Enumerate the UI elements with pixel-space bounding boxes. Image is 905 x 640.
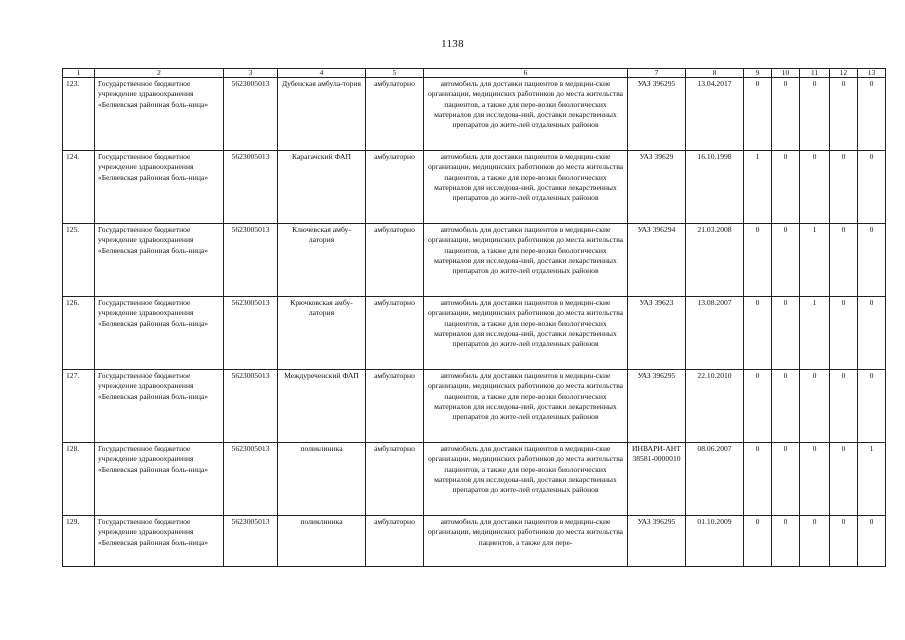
column-header: 2 bbox=[95, 69, 224, 78]
column-header: 4 bbox=[278, 69, 366, 78]
row-number-cell: 123. bbox=[63, 78, 95, 151]
col-12-cell: 0 bbox=[830, 78, 858, 151]
table-row bbox=[63, 78, 886, 151]
column-header: 5 bbox=[366, 69, 424, 78]
vehicle-model-cell: УАЗ 396295 bbox=[628, 516, 686, 567]
vehicle-purpose-cell: автомобиль для доставки пациентов в медицин-ские организации, медицинских работников до места жительства пациентов, а также для пере-возки биологических материалов для исследова-ний, доставки лекарственных препаратов до жите-лей отдаленных районов bbox=[424, 78, 628, 151]
care-type-cell: амбулаторно bbox=[366, 151, 424, 224]
row-number-cell: 125. bbox=[63, 224, 95, 297]
column-header: 12 bbox=[830, 69, 858, 78]
vehicle-purpose-cell: автомобиль для доставки пациентов в медицин-ские организации, медицинских работников до места жительства пациентов, а также для пере-возки биологических материалов для исследова-ний, доставки лекарственных препаратов до жите-лей отдаленных районов bbox=[424, 370, 628, 443]
column-header: 11 bbox=[800, 69, 830, 78]
unit-cell: Карагачский ФАП bbox=[278, 151, 366, 224]
table-row bbox=[63, 443, 886, 516]
organization-cell: Государственное бюджетное учреждение здравоохранения «Беляевская районная боль-ница» bbox=[95, 516, 224, 567]
col-13-cell: 0 bbox=[858, 370, 886, 443]
vehicle-model-cell: УАЗ 396295 bbox=[628, 78, 686, 151]
col-10-cell: 0 bbox=[772, 224, 800, 297]
row-number-cell: 124. bbox=[63, 151, 95, 224]
col-11-cell: 0 bbox=[800, 443, 830, 516]
table-row bbox=[63, 297, 886, 370]
inn-cell: 5623005013 bbox=[224, 443, 278, 516]
inn-cell: 5623005013 bbox=[224, 516, 278, 567]
col-13-cell: 0 bbox=[858, 224, 886, 297]
col-13-cell: 0 bbox=[858, 151, 886, 224]
column-header: 13 bbox=[858, 69, 886, 78]
unit-cell: Ключевская амбу-латория bbox=[278, 224, 366, 297]
inn-cell: 5623005013 bbox=[224, 224, 278, 297]
vehicle-model-cell: ИНВАРИ-АНТ 38581-0000010 bbox=[628, 443, 686, 516]
unit-cell: Дубенская амбула-тория bbox=[278, 78, 366, 151]
col-11-cell: 0 bbox=[800, 78, 830, 151]
col-11-cell: 1 bbox=[800, 297, 830, 370]
col-13-cell: 0 bbox=[858, 516, 886, 567]
col-10-cell: 0 bbox=[772, 78, 800, 151]
col-13-cell: 1 bbox=[858, 443, 886, 516]
vehicle-model-cell: УАЗ 39623 bbox=[628, 297, 686, 370]
col-12-cell: 0 bbox=[830, 297, 858, 370]
registration-date-cell: 16.10.1998 bbox=[686, 151, 744, 224]
organization-cell: Государственное бюджетное учреждение здравоохранения «Беляевская районная боль-ница» bbox=[95, 78, 224, 151]
vehicle-model-cell: УАЗ 39629 bbox=[628, 151, 686, 224]
table-row bbox=[63, 151, 886, 224]
care-type-cell: амбулаторно bbox=[366, 224, 424, 297]
registration-date-cell: 08.06.2007 bbox=[686, 443, 744, 516]
column-header: 6 bbox=[424, 69, 628, 78]
table-row bbox=[63, 516, 886, 567]
col-9-cell: 0 bbox=[744, 297, 772, 370]
organization-cell: Государственное бюджетное учреждение здравоохранения «Беляевская районная боль-ница» bbox=[95, 224, 224, 297]
col-11-cell: 0 bbox=[800, 151, 830, 224]
col-12-cell: 0 bbox=[830, 370, 858, 443]
organization-cell: Государственное бюджетное учреждение здравоохранения «Беляевская районная боль-ница» bbox=[95, 297, 224, 370]
col-12-cell: 0 bbox=[830, 516, 858, 567]
col-11-cell: 0 bbox=[800, 370, 830, 443]
care-type-cell: амбулаторно bbox=[366, 370, 424, 443]
unit-cell: поликлиника bbox=[278, 443, 366, 516]
col-13-cell: 0 bbox=[858, 78, 886, 151]
vehicle-model-cell: УАЗ 396295 bbox=[628, 370, 686, 443]
unit-cell: поликлиника bbox=[278, 516, 366, 567]
vehicle-purpose-cell: автомобиль для доставки пациентов в медицин-ские организации, медицинских работников до места жительства пациентов, а также для пере-возки биологических материалов для исследова-ний, доставки лекарственных препаратов до жите-лей отдаленных районов bbox=[424, 151, 628, 224]
vehicle-model-cell: УАЗ 396294 bbox=[628, 224, 686, 297]
registration-date-cell: 01.10.2009 bbox=[686, 516, 744, 567]
col-12-cell: 0 bbox=[830, 224, 858, 297]
row-number-cell: 126. bbox=[63, 297, 95, 370]
vehicle-purpose-cell: автомобиль для доставки пациентов в медицин-ские организации, медицинских работников до места жительства пациентов, а также для пере-возки биологических материалов для исследова-ний, доставки лекарственных препаратов до жите-лей отдаленных районов bbox=[424, 443, 628, 516]
care-type-cell: амбулаторно bbox=[366, 443, 424, 516]
registration-date-cell: 22.10.2010 bbox=[686, 370, 744, 443]
registration-date-cell: 13.04.2017 bbox=[686, 78, 744, 151]
col-11-cell: 1 bbox=[800, 224, 830, 297]
vehicle-purpose-cell: автомобиль для доставки пациентов в медицин-ские организации, медицинских работников до места жительства пациентов, а также для пере-возки биологических материалов для исследова-ний, доставки лекарственных препаратов до жите-лей отдаленных районов bbox=[424, 224, 628, 297]
registration-date-cell: 13.08.2007 bbox=[686, 297, 744, 370]
col-9-cell: 0 bbox=[744, 443, 772, 516]
column-header: 1 bbox=[63, 69, 95, 78]
col-11-cell: 0 bbox=[800, 516, 830, 567]
row-number-cell: 128. bbox=[63, 443, 95, 516]
table-row bbox=[63, 370, 886, 443]
column-number-header-row bbox=[63, 69, 886, 78]
care-type-cell: амбулаторно bbox=[366, 297, 424, 370]
inn-cell: 5623005013 bbox=[224, 78, 278, 151]
organization-cell: Государственное бюджетное учреждение здравоохранения «Беляевская районная боль-ница» bbox=[95, 443, 224, 516]
col-10-cell: 0 bbox=[772, 151, 800, 224]
organization-cell: Государственное бюджетное учреждение здравоохранения «Беляевская районная боль-ница» bbox=[95, 151, 224, 224]
column-header: 3 bbox=[224, 69, 278, 78]
column-header: 7 bbox=[628, 69, 686, 78]
vehicle-purpose-cell: автомобиль для доставки пациентов в медицин-ские организации, медицинских работников до места жительства пациентов, а также для пере- bbox=[424, 516, 628, 567]
care-type-cell: амбулаторно bbox=[366, 78, 424, 151]
row-number-cell: 129. bbox=[63, 516, 95, 567]
column-header: 8 bbox=[686, 69, 744, 78]
vehicle-registry-table bbox=[62, 68, 886, 567]
column-header: 9 bbox=[744, 69, 772, 78]
col-10-cell: 0 bbox=[772, 443, 800, 516]
col-10-cell: 0 bbox=[772, 370, 800, 443]
vehicle-purpose-cell: автомобиль для доставки пациентов в медицин-ские организации, медицинских работников до места жительства пациентов, а также для пере-возки биологических материалов для исследова-ний, доставки лекарственных препаратов до жите-лей отдаленных районов bbox=[424, 297, 628, 370]
registration-date-cell: 21.03.2008 bbox=[686, 224, 744, 297]
col-10-cell: 0 bbox=[772, 297, 800, 370]
col-12-cell: 0 bbox=[830, 443, 858, 516]
page-number: 1138 bbox=[441, 38, 464, 50]
col-9-cell: 0 bbox=[744, 78, 772, 151]
table-row bbox=[63, 224, 886, 297]
care-type-cell: амбулаторно bbox=[366, 516, 424, 567]
col-9-cell: 0 bbox=[744, 224, 772, 297]
row-number-cell: 127. bbox=[63, 370, 95, 443]
col-9-cell: 0 bbox=[744, 516, 772, 567]
col-13-cell: 0 bbox=[858, 297, 886, 370]
col-12-cell: 0 bbox=[830, 151, 858, 224]
inn-cell: 5623005013 bbox=[224, 370, 278, 443]
col-9-cell: 0 bbox=[744, 370, 772, 443]
col-10-cell: 0 bbox=[772, 516, 800, 567]
organization-cell: Государственное бюджетное учреждение здравоохранения «Беляевская районная боль-ница» bbox=[95, 370, 224, 443]
col-9-cell: 1 bbox=[744, 151, 772, 224]
inn-cell: 5623005013 bbox=[224, 297, 278, 370]
column-header: 10 bbox=[772, 69, 800, 78]
unit-cell: Междуреченский ФАП bbox=[278, 370, 366, 443]
inn-cell: 5623005013 bbox=[224, 151, 278, 224]
unit-cell: Крючковская амбу-латория bbox=[278, 297, 366, 370]
